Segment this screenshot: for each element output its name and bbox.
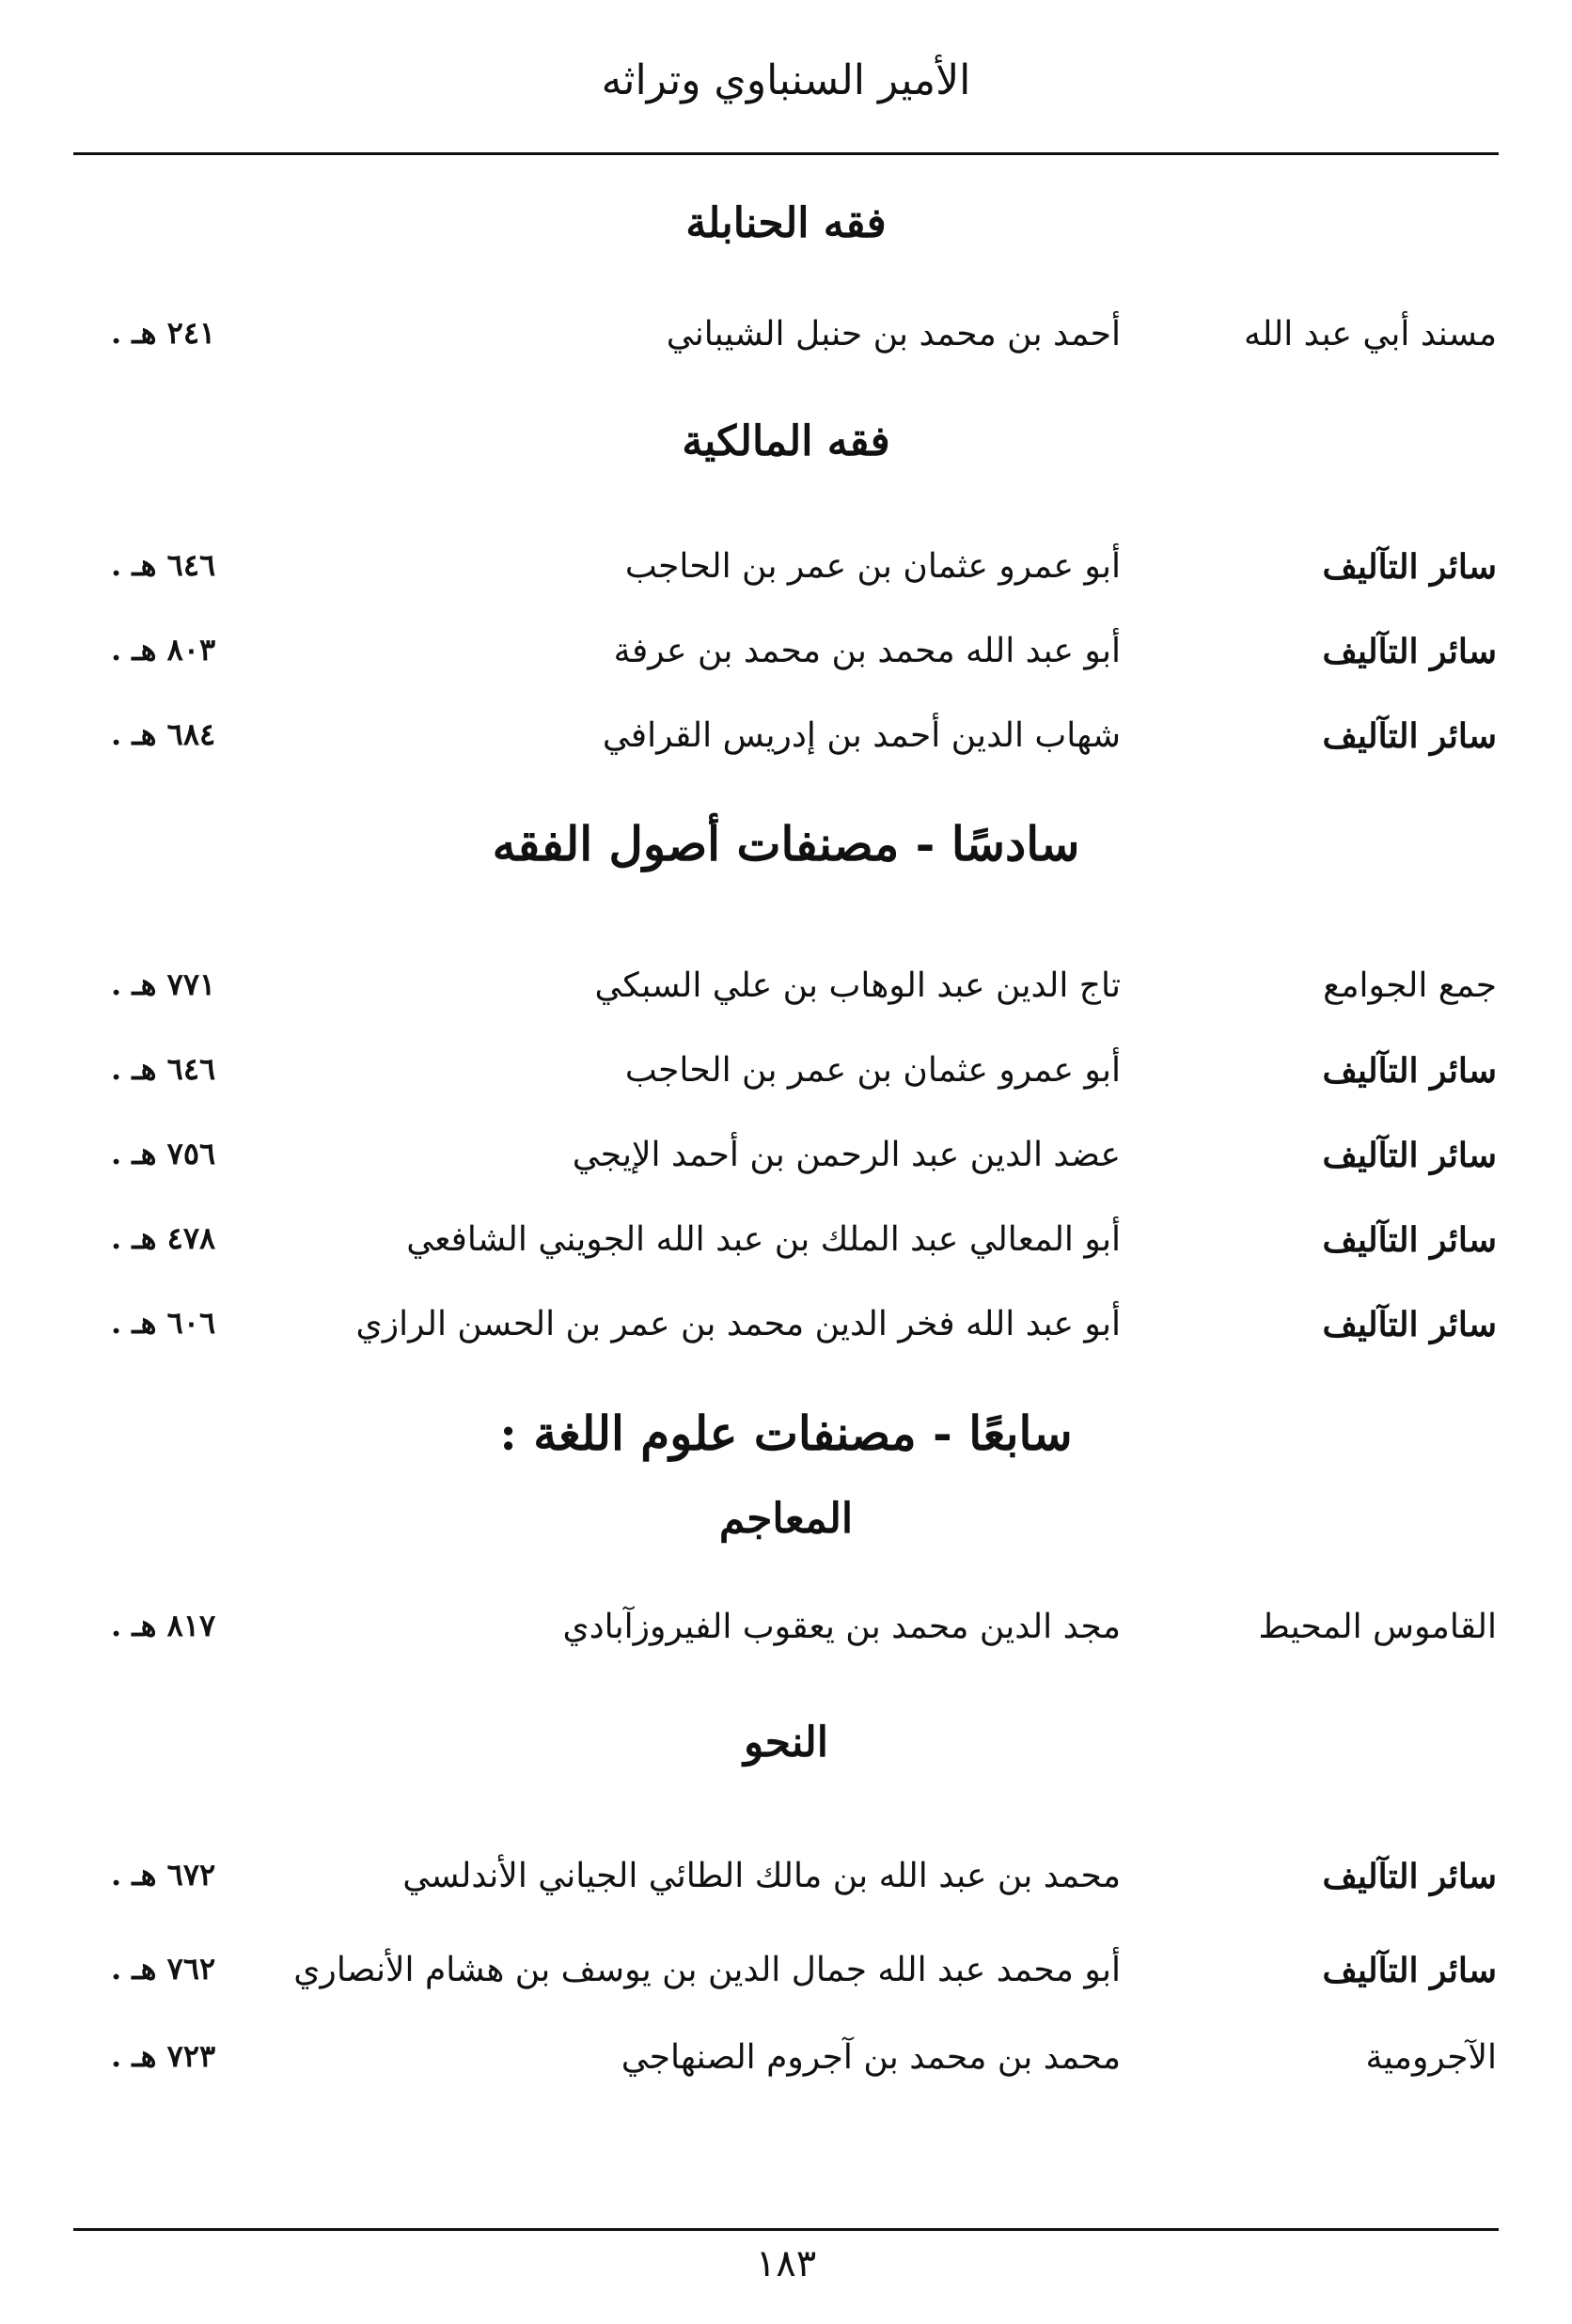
entry-year: ٧٦٢ هـ .	[111, 1951, 216, 1986]
entry-title: سائر التآليف	[1322, 547, 1497, 587]
entry-year: ٧٥٦ هـ .	[111, 1136, 216, 1171]
entry-year: ٦٤٦ هـ .	[111, 547, 216, 583]
entry-year: ٨١٧ هـ .	[111, 1608, 216, 1643]
section-heading-malikiyya: فقه المالكية	[682, 417, 890, 465]
entry-row	[0, 2038, 1572, 2095]
entry-author: أحمد بن محمد بن حنبل الشيباني	[666, 315, 1121, 353]
entry-author: شهاب الدين أحمد بن إدريس القرافي	[602, 716, 1121, 755]
entry-author: أبو محمد عبد الله جمال الدين بن يوسف بن هشام الأنصاري	[293, 1951, 1121, 1989]
entry-title: سائر التآليف	[1322, 1220, 1497, 1260]
entry-year: ٢٤١ هـ .	[111, 315, 216, 351]
entry-row	[0, 1305, 1572, 1361]
entry-title: مسند أبي عبد الله	[1244, 315, 1497, 353]
section-heading-nahw: النحو	[743, 1719, 829, 1767]
entry-title: جمع الجوامع	[1323, 966, 1497, 1005]
entry-year: ٤٧٨ هـ .	[111, 1220, 216, 1256]
section-heading-usul: سادسًا - مصنفات أصول الفقه	[492, 816, 1080, 872]
entry-author: مجد الدين محمد بن يعقوب الفيروزآبادي	[562, 1608, 1121, 1646]
section-heading-maajim: المعاجم	[718, 1495, 854, 1543]
entry-author: محمد بن عبد الله بن مالك الطائي الجياني الأندلسي	[402, 1857, 1121, 1895]
entry-title: سائر التآليف	[1322, 1136, 1497, 1175]
entry-row	[0, 315, 1572, 371]
footer-rule	[73, 2228, 1499, 2231]
entry-row	[0, 716, 1572, 773]
entry-title: سائر التآليف	[1322, 1305, 1497, 1344]
entry-row	[0, 1051, 1572, 1107]
entry-author: أبو عمرو عثمان بن عمر بن الحاجب	[624, 547, 1121, 586]
entry-title: سائر التآليف	[1322, 1857, 1497, 1896]
entry-title: سائر التآليف	[1322, 1051, 1497, 1091]
entry-row	[0, 1136, 1572, 1192]
entry-row	[0, 547, 1572, 604]
entry-author: محمد بن محمد بن آجروم الصنهاجي	[621, 2038, 1121, 2077]
entry-author: أبو عبد الله محمد بن محمد بن عرفة	[613, 632, 1121, 670]
running-head: الأمير السنباوي وتراثه	[601, 56, 971, 104]
entry-row	[0, 1951, 1572, 2007]
page-number: ١٨٣	[755, 2242, 817, 2285]
entry-title: سائر التآليف	[1322, 716, 1497, 756]
entry-year: ٨٠٣ هـ .	[111, 632, 216, 667]
entry-row	[0, 1608, 1572, 1664]
entry-year: ٦٤٦ هـ .	[111, 1051, 216, 1087]
entry-year: ٧٢٣ هـ .	[111, 2038, 216, 2074]
entry-author: أبو المعالي عبد الملك بن عبد الله الجويني الشافعي	[406, 1220, 1121, 1259]
entry-year: ٧٧١ هـ .	[111, 966, 216, 1002]
entry-author: عضد الدين عبد الرحمن بن أحمد الإيجي	[572, 1136, 1121, 1174]
entry-row	[0, 1857, 1572, 1913]
entry-author: أبو عمرو عثمان بن عمر بن الحاجب	[624, 1051, 1121, 1090]
entry-author: تاج الدين عبد الوهاب بن علي السبكي	[594, 966, 1121, 1005]
section-heading-hanabila: فقه الحنابلة	[685, 199, 887, 247]
entry-title: الآجرومية	[1365, 2038, 1497, 2077]
entry-title: سائر التآليف	[1322, 1951, 1497, 1990]
entry-row	[0, 1220, 1572, 1277]
entry-row	[0, 966, 1572, 1023]
section-heading-lugha: سابعًا - مصنفات علوم اللغة :	[499, 1405, 1073, 1461]
header-rule	[73, 152, 1499, 155]
entry-author: أبو عبد الله فخر الدين محمد بن عمر بن الحسن الرازي	[355, 1305, 1121, 1343]
entry-row	[0, 632, 1572, 688]
entry-year: ٦٠٦ هـ .	[111, 1305, 216, 1341]
entry-year: ٦٧٢ هـ .	[111, 1857, 216, 1892]
entry-title: القاموس المحيط	[1258, 1608, 1497, 1646]
entry-title: سائر التآليف	[1322, 632, 1497, 671]
entry-year: ٦٨٤ هـ .	[111, 716, 216, 752]
